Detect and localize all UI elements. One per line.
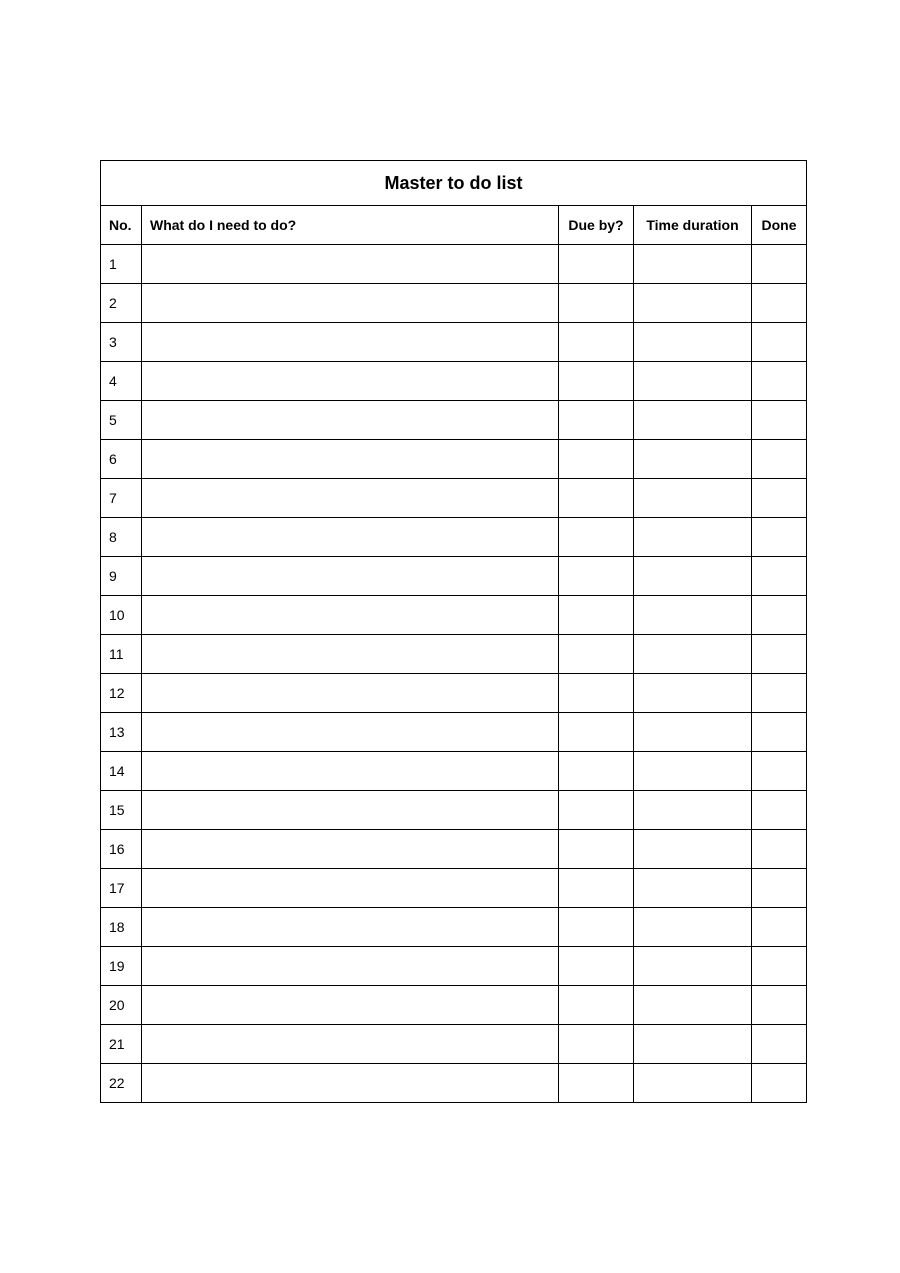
table-row xyxy=(101,479,807,518)
duration-cell[interactable] xyxy=(634,752,752,791)
task-cell[interactable] xyxy=(142,284,559,323)
duration-cell[interactable] xyxy=(634,635,752,674)
done-cell[interactable] xyxy=(752,713,807,752)
table-row xyxy=(101,1064,807,1103)
row-number: 14 xyxy=(101,752,142,791)
duration-cell[interactable] xyxy=(634,440,752,479)
table-row xyxy=(101,713,807,752)
table-row xyxy=(101,323,807,362)
row-number: 2 xyxy=(101,284,142,323)
done-cell[interactable] xyxy=(752,362,807,401)
duration-cell[interactable] xyxy=(634,791,752,830)
title-row xyxy=(101,161,807,206)
column-header-duration: Time duration xyxy=(634,206,752,245)
table-row xyxy=(101,245,807,284)
task-cell[interactable] xyxy=(142,908,559,947)
row-number: 6 xyxy=(101,440,142,479)
task-cell[interactable] xyxy=(142,752,559,791)
task-cell[interactable] xyxy=(142,1064,559,1103)
due-cell[interactable] xyxy=(559,479,634,518)
table-row xyxy=(101,674,807,713)
row-number: 20 xyxy=(101,986,142,1025)
table-row xyxy=(101,869,807,908)
due-cell[interactable] xyxy=(559,245,634,284)
due-cell[interactable] xyxy=(559,1025,634,1064)
done-cell[interactable] xyxy=(752,440,807,479)
column-header-no: No. xyxy=(101,206,142,245)
table-row xyxy=(101,362,807,401)
task-cell[interactable] xyxy=(142,557,559,596)
due-cell[interactable] xyxy=(559,674,634,713)
done-cell[interactable] xyxy=(752,947,807,986)
duration-cell[interactable] xyxy=(634,869,752,908)
table-row xyxy=(101,791,807,830)
task-cell[interactable] xyxy=(142,518,559,557)
done-cell[interactable] xyxy=(752,284,807,323)
due-cell[interactable] xyxy=(559,713,634,752)
due-cell[interactable] xyxy=(559,1064,634,1103)
task-cell[interactable] xyxy=(142,362,559,401)
done-cell[interactable] xyxy=(752,479,807,518)
table-row xyxy=(101,557,807,596)
duration-cell[interactable] xyxy=(634,830,752,869)
page-title: Master to do list xyxy=(101,161,807,206)
done-cell[interactable] xyxy=(752,323,807,362)
todo-table xyxy=(100,160,807,1103)
header-row xyxy=(101,206,807,245)
due-cell[interactable] xyxy=(559,518,634,557)
done-cell[interactable] xyxy=(752,401,807,440)
row-number: 21 xyxy=(101,1025,142,1064)
row-number: 1 xyxy=(101,245,142,284)
table-row xyxy=(101,518,807,557)
row-number: 5 xyxy=(101,401,142,440)
due-cell[interactable] xyxy=(559,947,634,986)
duration-cell[interactable] xyxy=(634,245,752,284)
row-number: 4 xyxy=(101,362,142,401)
due-cell[interactable] xyxy=(559,635,634,674)
done-cell[interactable] xyxy=(752,1064,807,1103)
done-cell[interactable] xyxy=(752,830,807,869)
duration-cell[interactable] xyxy=(634,1025,752,1064)
row-number: 9 xyxy=(101,557,142,596)
due-cell[interactable] xyxy=(559,791,634,830)
table-row xyxy=(101,986,807,1025)
done-cell[interactable] xyxy=(752,791,807,830)
due-cell[interactable] xyxy=(559,869,634,908)
task-cell[interactable] xyxy=(142,1025,559,1064)
table-row xyxy=(101,401,807,440)
task-cell[interactable] xyxy=(142,674,559,713)
due-cell[interactable] xyxy=(559,596,634,635)
due-cell[interactable] xyxy=(559,752,634,791)
task-cell[interactable] xyxy=(142,791,559,830)
duration-cell[interactable] xyxy=(634,713,752,752)
row-number: 7 xyxy=(101,479,142,518)
done-cell[interactable] xyxy=(752,674,807,713)
todo-sheet xyxy=(100,160,806,1103)
table-row xyxy=(101,1025,807,1064)
duration-cell[interactable] xyxy=(634,284,752,323)
task-cell[interactable] xyxy=(142,440,559,479)
duration-cell[interactable] xyxy=(634,596,752,635)
due-cell[interactable] xyxy=(559,830,634,869)
row-number: 8 xyxy=(101,518,142,557)
duration-cell[interactable] xyxy=(634,323,752,362)
duration-cell[interactable] xyxy=(634,986,752,1025)
table-row xyxy=(101,284,807,323)
task-cell[interactable] xyxy=(142,635,559,674)
done-cell[interactable] xyxy=(752,1025,807,1064)
table-row xyxy=(101,947,807,986)
task-cell[interactable] xyxy=(142,830,559,869)
row-number: 10 xyxy=(101,596,142,635)
row-number: 17 xyxy=(101,869,142,908)
column-header-done: Done xyxy=(752,206,807,245)
duration-cell[interactable] xyxy=(634,557,752,596)
due-cell[interactable] xyxy=(559,908,634,947)
task-cell[interactable] xyxy=(142,869,559,908)
due-cell[interactable] xyxy=(559,401,634,440)
due-cell[interactable] xyxy=(559,986,634,1025)
done-cell[interactable] xyxy=(752,908,807,947)
done-cell[interactable] xyxy=(752,557,807,596)
row-number: 18 xyxy=(101,908,142,947)
duration-cell[interactable] xyxy=(634,518,752,557)
done-cell[interactable] xyxy=(752,986,807,1025)
due-cell[interactable] xyxy=(559,440,634,479)
table-row xyxy=(101,830,807,869)
column-header-task: What do I need to do? xyxy=(142,206,559,245)
row-number: 3 xyxy=(101,323,142,362)
duration-cell[interactable] xyxy=(634,947,752,986)
due-cell[interactable] xyxy=(559,362,634,401)
done-cell[interactable] xyxy=(752,752,807,791)
task-cell[interactable] xyxy=(142,596,559,635)
row-number: 13 xyxy=(101,713,142,752)
row-number: 11 xyxy=(101,635,142,674)
row-number: 16 xyxy=(101,830,142,869)
task-cell[interactable] xyxy=(142,401,559,440)
row-number: 22 xyxy=(101,1064,142,1103)
task-cell[interactable] xyxy=(142,479,559,518)
due-cell[interactable] xyxy=(559,557,634,596)
done-cell[interactable] xyxy=(752,596,807,635)
table-row xyxy=(101,596,807,635)
task-cell[interactable] xyxy=(142,245,559,284)
done-cell[interactable] xyxy=(752,245,807,284)
due-cell[interactable] xyxy=(559,284,634,323)
row-number: 12 xyxy=(101,674,142,713)
table-row xyxy=(101,635,807,674)
duration-cell[interactable] xyxy=(634,401,752,440)
task-cell[interactable] xyxy=(142,947,559,986)
table-row xyxy=(101,440,807,479)
duration-cell[interactable] xyxy=(634,908,752,947)
duration-cell[interactable] xyxy=(634,674,752,713)
done-cell[interactable] xyxy=(752,518,807,557)
duration-cell[interactable] xyxy=(634,362,752,401)
row-number: 19 xyxy=(101,947,142,986)
task-cell[interactable] xyxy=(142,323,559,362)
row-number: 15 xyxy=(101,791,142,830)
done-cell[interactable] xyxy=(752,869,807,908)
table-row xyxy=(101,752,807,791)
table-row xyxy=(101,908,807,947)
column-header-due: Due by? xyxy=(559,206,634,245)
duration-cell[interactable] xyxy=(634,1064,752,1103)
duration-cell[interactable] xyxy=(634,479,752,518)
done-cell[interactable] xyxy=(752,635,807,674)
task-cell[interactable] xyxy=(142,986,559,1025)
due-cell[interactable] xyxy=(559,323,634,362)
task-cell[interactable] xyxy=(142,713,559,752)
